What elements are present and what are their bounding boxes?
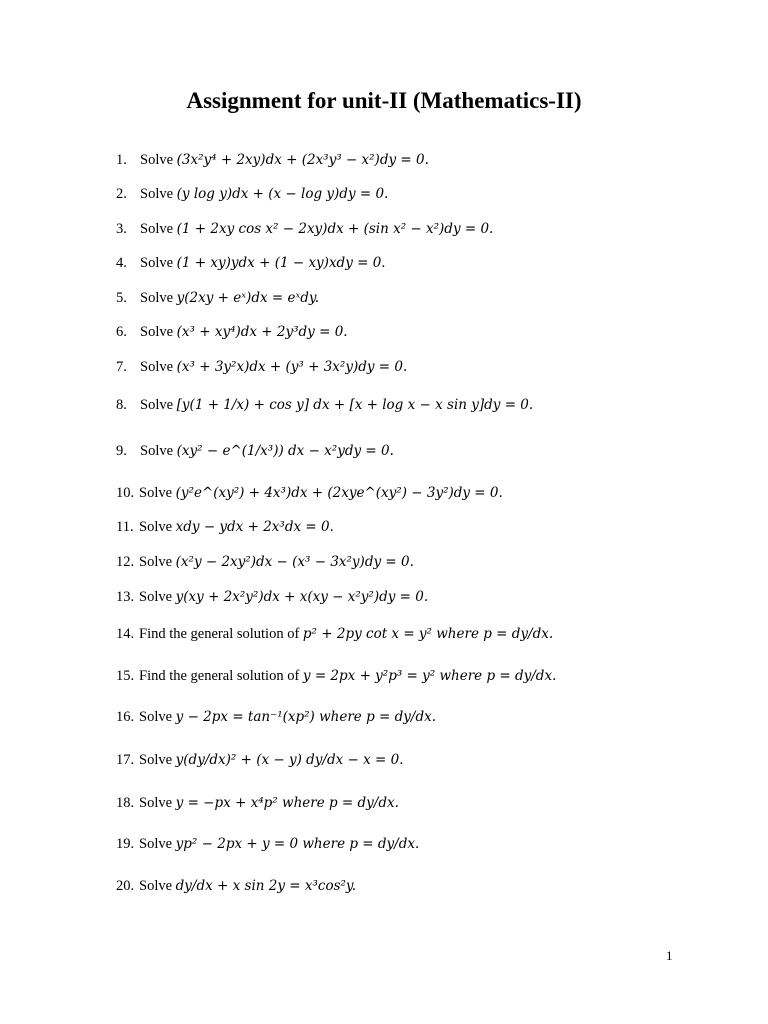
problem-item: [116, 219, 493, 239]
problem-number: 12.: [116, 554, 135, 570]
problem-item: [116, 750, 404, 770]
problem-number: 5.: [116, 290, 127, 306]
page-number: 1: [666, 948, 673, 963]
problem-number: 6.: [116, 324, 127, 340]
problem-item: [116, 184, 388, 204]
problem-instruction: Solve: [140, 397, 174, 413]
problem-equation: p² + 2py cot x = y² where p = dy/dx.: [302, 626, 554, 642]
problem-equation: y = −px + x⁴p² where p = dy/dx.: [175, 795, 399, 811]
problem-instruction: Solve: [140, 290, 174, 306]
problem-equation: yp² − 2px + y = 0 where p = dy/dx.: [175, 836, 420, 852]
problem-item: [116, 707, 436, 727]
problem-instruction: Solve: [139, 752, 173, 768]
problem-number: 10.: [116, 485, 135, 501]
problem-number: 17.: [116, 752, 135, 768]
problem-number: 11.: [116, 519, 134, 535]
problem-number: 3.: [116, 221, 127, 237]
problem-item: [116, 288, 319, 308]
problem-equation: (1 + xy)ydx + (1 − xy)xdy = 0.: [176, 255, 386, 271]
assignment-title: Assignment for unit-II (Mathematics-II): [186, 88, 582, 113]
problem-number: 9.: [116, 443, 127, 459]
problem-equation: (xy² − e^(1/x³)) dx − x²ydy = 0.: [176, 443, 394, 459]
problem-equation: y = 2px + y²p³ = y² where p = dy/dx.: [302, 668, 557, 684]
problem-number: 20.: [116, 878, 135, 894]
problem-item: [116, 150, 429, 170]
problem-equation: (x²y − 2xy²)dx − (x³ − 3x²y)dy = 0.: [175, 554, 414, 570]
problem-item: [116, 517, 334, 537]
problem-item: [116, 624, 553, 644]
problem-instruction: Find the general solution of: [139, 668, 300, 684]
problem-item: [116, 441, 394, 461]
problem-instruction: Solve: [139, 519, 173, 535]
problem-equation: xdy − ydx + 2x³dx = 0.: [175, 519, 334, 535]
problem-instruction: Solve: [139, 709, 173, 725]
problem-number: 4.: [116, 255, 127, 271]
problem-item: [116, 483, 503, 503]
problem-number: 18.: [116, 795, 135, 811]
problem-number: 15.: [116, 668, 135, 684]
problem-equation: (x³ + 3y²x)dx + (y³ + 3x²y)dy = 0.: [176, 359, 408, 375]
problem-equation: y(2xy + eˣ)dx = eˣdy.: [176, 290, 320, 306]
problem-number: 7.: [116, 359, 127, 375]
problem-instruction: Solve: [140, 255, 174, 271]
problem-instruction: Solve: [140, 221, 174, 237]
problem-number: 13.: [116, 589, 135, 605]
problem-item: [116, 322, 348, 342]
problem-item: [116, 793, 399, 813]
problem-equation: (y²e^(xy²) + 4x³)dx + (2xye^(xy²) − 3y²)dy = 0.: [175, 485, 503, 501]
problem-equation: (x³ + xy⁴)dx + 2y³dy = 0.: [176, 324, 348, 340]
problem-number: 16.: [116, 709, 135, 725]
problem-instruction: Solve: [139, 878, 173, 894]
problem-item: [116, 357, 407, 377]
problem-instruction: Solve: [140, 359, 174, 375]
problem-instruction: Solve: [139, 554, 173, 570]
problem-instruction: Solve: [140, 324, 174, 340]
problem-instruction: Solve: [140, 152, 174, 168]
problem-equation: y − 2px = tan⁻¹(xp²) where p = dy/dx.: [175, 709, 436, 725]
problem-instruction: Solve: [140, 186, 174, 202]
problem-instruction: Solve: [139, 485, 173, 501]
problem-equation: dy/dx + x sin 2y = x³cos²y.: [175, 878, 357, 894]
problem-number: 2.: [116, 186, 127, 202]
problem-equation: y(xy + 2x²y²)dx + x(xy − x²y²)dy = 0.: [175, 589, 429, 605]
problem-item: [116, 395, 533, 415]
problem-number: 1.: [116, 152, 127, 168]
problem-number: 14.: [116, 626, 135, 642]
problem-item: [116, 587, 428, 607]
problem-instruction: Solve: [139, 795, 173, 811]
problem-equation: [y(1 + 1/x) + cos y] dx + [x + log x − x sin y]dy = 0.: [176, 397, 534, 413]
problem-instruction: Solve: [139, 836, 173, 852]
problem-instruction: Solve: [139, 589, 173, 605]
problem-equation: (y log y)dx + (x − log y)dy = 0.: [176, 186, 389, 202]
problem-instruction: Find the general solution of: [139, 626, 300, 642]
problem-equation: (1 + 2xy cos x² − 2xy)dx + (sin x² − x²)dy = 0.: [176, 221, 494, 237]
problem-equation: y(dy/dx)² + (x − y) dy/dx − x = 0.: [175, 752, 404, 768]
problem-item: [116, 834, 419, 854]
problem-number: 8.: [116, 397, 127, 413]
problem-number: 19.: [116, 836, 135, 852]
problem-instruction: Solve: [140, 443, 174, 459]
problem-equation: (3x²y⁴ + 2xy)dx + (2x³y³ − x²)dy = 0.: [176, 152, 429, 168]
problem-item: [116, 253, 386, 273]
problem-item: [116, 552, 414, 572]
problem-item: [116, 876, 356, 896]
problem-item: [116, 666, 556, 686]
